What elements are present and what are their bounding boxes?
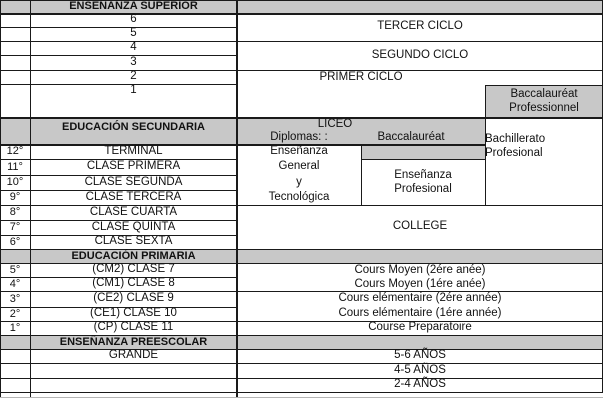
ensenanza-profesional-cell [361, 159, 485, 205]
bachillerato-line2: Profesional [485, 147, 543, 159]
preescolar-header: ENSEÑANZA PREESCOLAR [59, 335, 208, 348]
label-clase-quinta: CLASE QUINTA [91, 220, 176, 233]
cours-moyen-line2: Cours Moyen (1ére anée) [354, 278, 486, 290]
superior-year-6: 6 [130, 13, 137, 26]
label-cm2-clase-7: (CM2) CLASE 7 [92, 263, 175, 276]
profesional-top-band [361, 144, 485, 159]
superior-year-4: 4 [130, 41, 137, 54]
grade-3: 3° [9, 292, 21, 305]
grade-9: 9° [9, 191, 21, 203]
grid-line-h [0, 397, 603, 398]
general-line1: Enseñanza [270, 145, 328, 157]
age-2-4-cell: 2-4 AÑOS [394, 378, 446, 391]
grade-2: 2° [9, 307, 21, 320]
primer-ciclo-cell: PRIMER CICLO [319, 70, 403, 83]
label-clase-tercera: CLASE TERCERA [85, 190, 182, 203]
grade-12: 12° [6, 145, 24, 157]
grade-4: 4° [9, 277, 21, 290]
tercer-ciclo-cell: TERCER CICLO [377, 20, 463, 33]
primaria-header: EDUCACIÓN PRIMARIA [71, 249, 196, 262]
profesional-line1: Enseñanza [394, 169, 452, 181]
superior-year-1: 1 [130, 84, 137, 97]
liceo-label: LICEO [317, 117, 353, 130]
label-clase-cuarta: CLASE CUARTA [89, 205, 178, 218]
label-grande: GRANDE [108, 349, 159, 362]
label-ce2-clase-9: (CE2) CLASE 9 [93, 292, 174, 305]
cours-moyen-cell [237, 263, 603, 291]
cours-elementaire-line1: Cours elémentaire (2ére année) [338, 292, 502, 304]
label-clase-sexta: CLASE SEXTA [94, 235, 173, 248]
grade-6: 6° [9, 235, 21, 248]
label-cp-clase-11: (CP) CLASE 11 [93, 321, 174, 334]
label-clase-primera: CLASE PRIMERA [86, 160, 181, 173]
label-clase-segunda: CLASE SEGUNDA [84, 175, 183, 188]
baccalaureat-professionnel-line2: Professionnel [509, 102, 579, 114]
grade-11: 11° [7, 160, 23, 173]
label-ce1-clase-10: (CE1) CLASE 10 [90, 307, 177, 320]
secundaria-header: EDUCACIÓN SECUNDARIA [61, 120, 205, 133]
cours-elementaire-cell [237, 291, 603, 321]
diplomas-label: Diplomas: : [270, 130, 328, 143]
profesional-line2: Profesional [394, 183, 452, 195]
grade-1: 1° [9, 321, 21, 334]
grid-line-h [0, 392, 603, 393]
label-terminal: TERMINAL [104, 144, 163, 157]
age-4-5-cell: 4-5 AÑOS [394, 363, 446, 376]
baccalaureat-professionnel-cell [485, 85, 603, 117]
superior-year-5: 5 [130, 27, 137, 40]
diplomas-value: Baccalauréat [377, 130, 445, 143]
age-5-6-cell: 5-6 AÑOS [394, 349, 446, 362]
general-line2: General [278, 160, 320, 173]
superior-year-2: 2 [130, 70, 137, 83]
label-cm1-clase-8: (CM1) CLASE 8 [92, 277, 175, 290]
baccalaureat-professionnel-line1: Baccalauréat [510, 88, 578, 100]
bachillerato-line1: Bachillerato [485, 133, 546, 145]
grade-10: 10° [6, 176, 24, 188]
course-preparatoire-cell: Course Preparatoire [368, 321, 472, 334]
general-line4: Tecnológica [268, 190, 330, 203]
cours-moyen-line1: Cours Moyen (2ére anée) [354, 264, 486, 276]
grade-5: 5° [9, 263, 21, 276]
diplomas-row [237, 131, 485, 144]
ensenanza-general-tecnologica-cell [237, 144, 361, 205]
liceo-diplomas-cell [237, 117, 485, 144]
superior-header: ENSEÑANZA SUPERIOR [69, 0, 198, 12]
grade-8: 8° [9, 206, 21, 218]
bachillerato-profesional-cell [485, 117, 603, 205]
cours-elementaire-line2: Cours elémentaire (1ére année) [338, 307, 502, 319]
general-line3: y [296, 175, 302, 188]
segundo-ciclo-cell: SEGUNDO CICLO [371, 48, 469, 61]
college-cell: COLLEGE [392, 220, 448, 233]
superior-year-3: 3 [130, 55, 137, 68]
grade-7: 7° [9, 221, 21, 233]
